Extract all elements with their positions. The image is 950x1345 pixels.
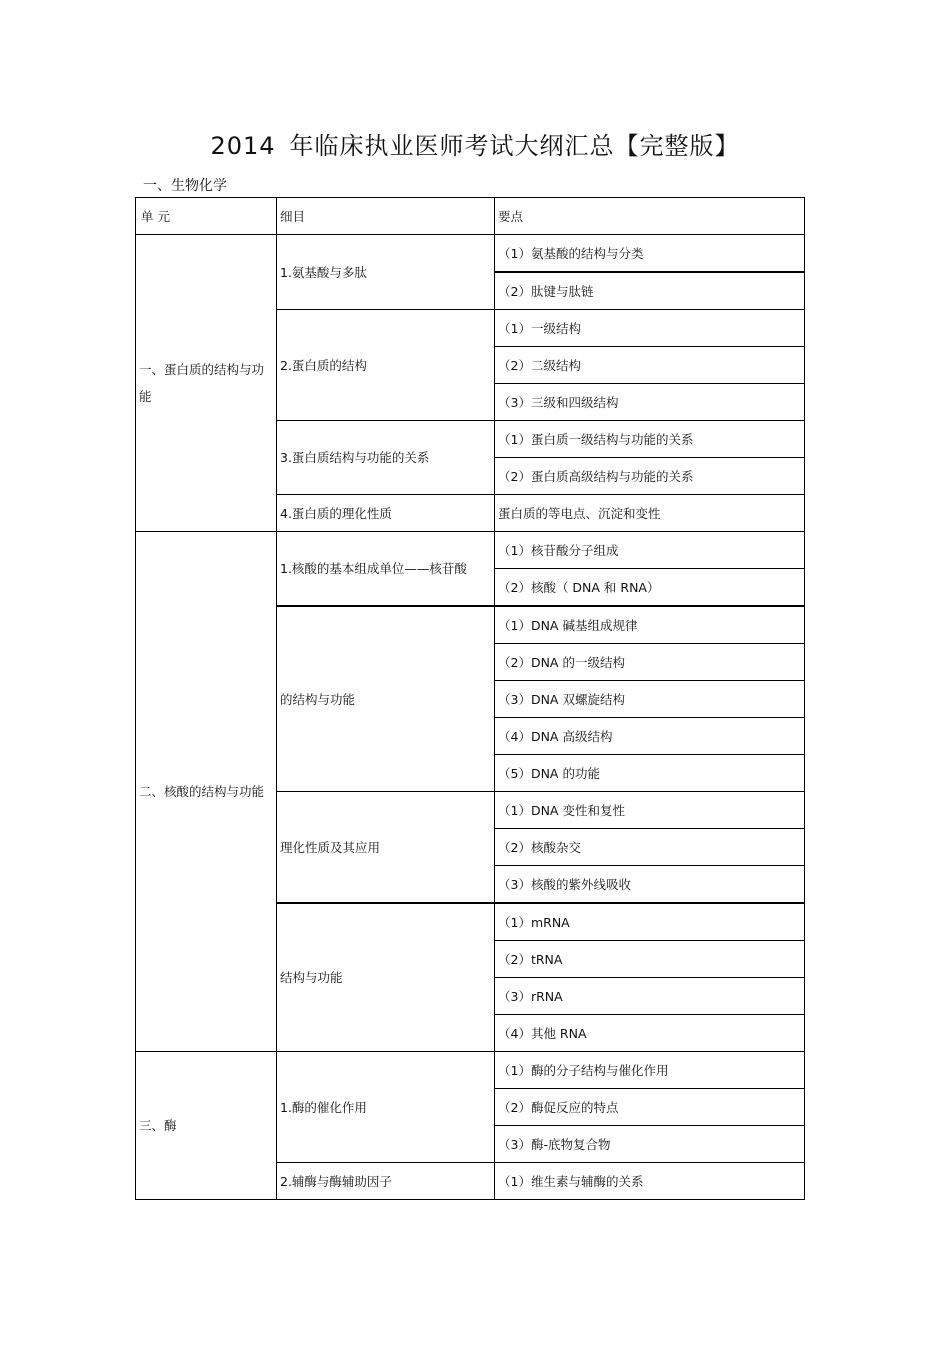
item-cell: 3.蛋白质结构与功能的关系 [277, 421, 495, 495]
point-cell: （2）tRNA [495, 941, 805, 978]
point-cell: （1）DNA 变性和复性 [495, 792, 805, 829]
section-title: 一、生物化学 [143, 178, 227, 194]
point-cell: （1）DNA 碱基组成规律 [495, 606, 805, 644]
item-cell: 2.蛋白质的结构 [277, 310, 495, 421]
item-cell: 2.辅酶与酶辅助因子 [277, 1163, 495, 1200]
syllabus-table [135, 197, 805, 1200]
point-cell: （3）三级和四级结构 [495, 384, 805, 421]
table-row [136, 532, 805, 569]
point-cell: （4）其他 RNA [495, 1015, 805, 1052]
point-cell: （3）DNA 双螺旋结构 [495, 681, 805, 718]
point-cell: （1）氨基酸的结构与分类 [495, 235, 805, 273]
point-cell: （1）mRNA [495, 903, 805, 941]
item-cell: 结构与功能 [277, 903, 495, 1052]
item-cell: 理化性质及其应用 [277, 792, 495, 904]
point-cell: （1）一级结构 [495, 310, 805, 347]
point-cell: （2）酶促反应的特点 [495, 1089, 805, 1126]
point-cell: （1）核苷酸分子组成 [495, 532, 805, 569]
item-cell: 1.氨基酸与多肽 [277, 235, 495, 310]
title-year: 2014 [210, 132, 276, 160]
point-cell: （1）维生素与辅酶的关系 [495, 1163, 805, 1200]
point-cell: （5）DNA 的功能 [495, 755, 805, 792]
unit-cell: 三、酶 [136, 1052, 277, 1200]
item-cell: 1.酶的催化作用 [277, 1052, 495, 1163]
point-cell: （2）核酸（ DNA 和 RNA） [495, 569, 805, 607]
item-cell: 的结构与功能 [277, 606, 495, 792]
point-cell: （4）DNA 高级结构 [495, 718, 805, 755]
unit-cell: 二、核酸的结构与功能 [136, 532, 277, 1052]
unit-cell: 一、蛋白质的结构与功能 [136, 235, 277, 532]
point-cell: （2）二级结构 [495, 347, 805, 384]
header-item: 细目 [277, 198, 495, 235]
header-unit: 单 元 [136, 198, 277, 235]
point-cell: （2）DNA 的一级结构 [495, 644, 805, 681]
point-cell: （3）核酸的紫外线吸收 [495, 866, 805, 904]
document-title [0, 126, 950, 161]
table-row [136, 235, 805, 273]
point-cell: （2）蛋白质高级结构与功能的关系 [495, 458, 805, 495]
item-cell: 1.核酸的基本组成单位——核苷酸 [277, 532, 495, 607]
point-cell: （3）酶-底物复合物 [495, 1126, 805, 1163]
point-cell: （2）核酸杂交 [495, 829, 805, 866]
point-cell: （1）酶的分子结构与催化作用 [495, 1052, 805, 1089]
table-row [136, 1052, 805, 1089]
header-points: 要点 [495, 198, 805, 235]
point-cell: （3）rRNA [495, 978, 805, 1015]
point-cell: （2）肽键与肽链 [495, 272, 805, 310]
title-text: 年临床执业医师考试大纲汇总【完整版】 [289, 132, 740, 160]
point-cell: （1）蛋白质一级结构与功能的关系 [495, 421, 805, 458]
point-cell: 蛋白质的等电点、沉淀和变性 [495, 495, 805, 532]
item-cell: 4.蛋白质的理化性质 [277, 495, 495, 532]
header-row [136, 198, 805, 235]
